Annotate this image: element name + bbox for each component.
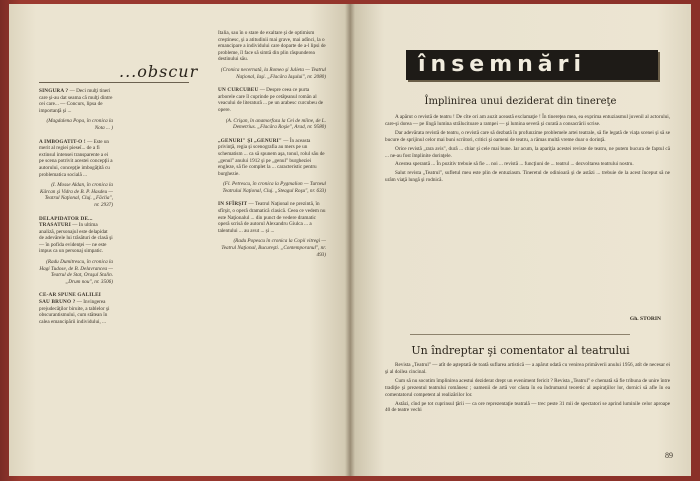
section-banner: însemnări — [406, 50, 658, 80]
entry — [218, 30, 326, 80]
left-column-1 — [39, 88, 113, 332]
entry: CE-AR SPUNE GALILEI SAU BRUNO ? — Invingerea prejudecăţilor biruite, a tablelor şi obscurantismului, cum stătean în calea emancipării individului, ... — [39, 292, 110, 325]
left-page — [9, 4, 350, 476]
title-rule — [39, 82, 189, 83]
entry: IN SFÎRŞIT — Teatrul Naţional ne prezintă, în sfîrşit, o operă dramatică clasică. Ceea ce vedem nu este Naţionalul ... din punct de vedere dramatic operă scrisă de autorul Alexandru Giulca ... a talentului ... au avut ... și ... (Radu Popescu în cronica la Copii vitregi — Teatrul Naţional, Bucureşti. „Contemporanul", nr. 493) — [218, 201, 326, 258]
entry-text: Teatrul Naţional ne prezintă, în sfîrşit, o operă dramatică clasică. Ceea ce vedem nu este Naţionalul ... din punct de vedere dramatic operă scrisă de autorul Alexandru Giulca ... a talentului ... au avut ... și ... — [218, 201, 326, 234]
entry: SINGURA ? — Deci mulţi tineri care şi-au dat seama că mulţi dintre cei care... — Concurs, lipsa de importanţă şi ... (Magdalena Popa, în cronica la Nota ... ) — [39, 88, 113, 131]
entry-source: (Magdalena Popa, în cronica la Nota ... ) — [46, 118, 113, 131]
paragraph: Cum să nu socotim împlinirea acestui deziderat drept un eveniment fericit ? Revista „Teatrul" e chemată să fie tribuna de unire între tradiţie şi prezentul teatrului românesc ; oamenii de artă vor căuta în ea îndrumarul teoretic al aspiraţiilor lor, dornici să afle în ea comentatorul competent al realizărilor lor. — [385, 377, 670, 398]
entry-text: Este un merit al regiei pieseî... de a fi extinsul intensei transparente a ei pe scena potrivit acestei concepţii a autorului, concepţie imbogăţită cu problematica socială ... — [39, 138, 113, 178]
book-gutter — [345, 4, 355, 476]
paragraph: Astăzi, cînd pe tot cuprinsul ţării — ca ore reprezentaţie teatrală — trec peste 31 mii de spectatori se aprind luminile celor aproape 40 de teatre vechi — [385, 400, 670, 414]
entry-head: A IMBOGATIT-O ! — [39, 138, 86, 145]
entry: DELAPIDATOR DE... TRASATURI — In ultima analiză, personajul este delapidat de adevărele lui trăsături de clasă şi — în pofida evidenţei — ne este impus ca un personaj simpatic. (Radu Dumitrescu, în cronica la Hagi Tudose, de B. Delavrancea — Teatrul de Stat, Oraşul Stalin. „Drum nou", nr. 3506) — [39, 215, 113, 285]
entry-head: DELAPIDATOR DE... TRASATURI — [39, 215, 93, 229]
section-divider — [410, 334, 630, 335]
paragraph: Acestea sperantă ... În pozitiv trebuie să fie ... noi ... revistă ... funcţiuni de ... teatrul ... dezvoltarea teatrului nostru. — [395, 161, 634, 168]
entry-text: În aceasta privinţă, regia şi scenografia au mers pe un schematism ... ca să spunem aşa, tonul, rolul său de „genul" anului 1912 şi pe „genul" burgheziei engleze, să fie complet la ... caracteristic pentru burghezie. — [218, 137, 325, 177]
open-book — [9, 4, 691, 476]
entry-source: (A. Crişan, în anamorfoza la Cei de mîine, de L. Demetrius. „Flacăra Roşie", Arad, nr. 9580) — [225, 117, 326, 131]
entry: „GENURI" ŞI „GENURI" — În aceasta privinţă, regia şi scenografia au mers pe un schematism ... ca să spunem aşa, tonul, rolul său de „genul" anului 1912 şi pe „genul" burgheziei engleze, să fie complet la ... caracteristic pentru burghezie. (Fl. Petrescu, în cronica la Pygmalion — Turneul Teatrului Naţional, Cluj. „Steagul Roşu", nr. 633) — [218, 137, 326, 194]
article-body — [385, 114, 670, 186]
entry-head: CE-AR SPUNE GALILEI SAU BRUNO ? — [39, 292, 102, 306]
page-number: 89 — [665, 451, 673, 460]
paragraph: A apărut o revistă de teatru ! De cîte ori am auzit această exclamaţie ! În tinereţea mea, ea exprima entuziasmul juvenil al actorului, care-şi dorea — pe lîngă lumina strălucitoare a rampei — şi lumina severă şi curată a consacrării scrise. — [385, 114, 670, 127]
right-page — [350, 4, 691, 476]
paragraph: Orice revistă „rara avis", dură ... chiar şi cele mai bune. Iar acum, la apariţia acestei reviste de teatru, ne putem bucura de faptul că ... ne-au fost împlinite dorinţele. — [385, 145, 670, 159]
paragraph: Salut revista „Teatrul", sufletul meu este plin de entuziasm. Tineretul de odinioară şi de astăzi ... trebuie de la acest început să ne urăm viaţă lungă şi rodnică. — [385, 170, 670, 184]
entry-text: Despre ceea ce purta arborele care îl cuprinde pe cetăţeanul român al veacului de literatură ... pe un arabesc curcubeu de opere. — [218, 87, 323, 113]
entry: UN CURCUBEU — Despre ceea ce purta arborele care îl cuprinde pe cetăţeanul român al veacului de literatură ... pe un arabesc curcubeu de opere. (A. Crişan, în anamorfoza la Cei de mîine, de L. Demetrius. „Flacăra Roşie", Arad, nr. 9580) — [218, 87, 326, 131]
entry-head: IN SFÎRŞIT — [218, 201, 248, 208]
entry-head: „GENURI" ŞI „GENURI" — [218, 137, 282, 144]
entry-source: (Radu Dumitrescu, în cronica la Hagi Tudose, de B. Delavrancea — Teatrul de Stat, Oraşul Stalin. „Drum nou", nr. 3506) — [39, 259, 113, 285]
entry-head: UN CURCUBEU — [218, 87, 259, 94]
left-page-title: ...obscur — [119, 62, 199, 81]
entry-source: (Radu Popescu în cronica la Copii vitregi — Teatrul Naţional, Bucureşti. „Contemporanul", nr. 493) — [221, 238, 326, 258]
article-body — [385, 362, 670, 416]
entry-text: Italia, sau în o stare de exaltare şi de optimism creştinesc, şi a atitudinii mai grave, mai adînci, la o emancipare a individului care doparte de a-l lipsi de probleme, îl face să simtă din plin răspunderea destinului său. — [218, 30, 326, 63]
entry-source: (I. Mosse Aldan, în cronica la Kârcan şi Vidra de B. P. Hasdeu — Teatrul Naţional, Cluj. „Făclia", nr. 2937) — [40, 182, 113, 208]
entry-text: In ultima analiză, personajul este delapidat de adevărele lui trăsături de clasă şi — în pofida evidenţei — ne este impus ca un personaj simpatic. — [39, 222, 113, 255]
entry-source: (Fl. Petrescu, în cronica la Pygmalion — Turneul Teatrului Naţional, Cluj. „Steagul Roşu", nr. 633) — [222, 181, 326, 194]
entry-text: Invingerea prejudecăţilor biruite, a tablelor şi obscurantismului, cum stătean în calea emancipării individului, ... — [39, 299, 110, 325]
entry-text: Deci mulţi tineri care şi-au dat seama că mulţi dintre cei care... — Concurs, lipsa de importanţă şi ... — [39, 88, 113, 114]
entry-source: (Cronica necernată, la Romeo şi Julieta — Teatrul Naţional, Iaşi. „Flacăra Iaşului", nr. 2080) — [220, 66, 326, 80]
article-title: Un îndreptar şi comentator al teatrului — [411, 344, 630, 357]
entry: A IMBOGATIT-O ! — Este un merit al regiei pieseî... de a fi extinsul intensei transparente a ei pe scena potrivit acestei concepţii a autorului, concepţie imbogăţită cu problematica socială ... (I. Mosse Aldan, în cronica la Kârcan şi Vidra de B. P. Hasdeu — Teatrul Naţional, Cluj. „Făclia", nr. 2937) — [39, 138, 113, 208]
left-column-2 — [218, 30, 326, 265]
entry-head: SINGURA ? — [39, 88, 69, 94]
paragraph: Dar adevărata revistă de teatru, o revistă care să dezbată în profunzime problemele artei teatrale, să fie legată de viaţa scenei şi să se bucure de sprijinul celor mai buni scriitori, critici şi oameni de teatru, a rămas multă vreme doar o dorinţă. — [385, 129, 670, 143]
article-signature: Gh. STORIN — [629, 316, 661, 322]
paragraph: Revista „Teatrul" — atît de aşteptată de toată suflarea artistică — a apărut odată cu venirea primăverii anului 1956, atît de necesar ei şi al doilea cincinal. — [385, 362, 670, 375]
article-title: Împlinirea unui deziderat din tinereţe — [424, 96, 617, 107]
